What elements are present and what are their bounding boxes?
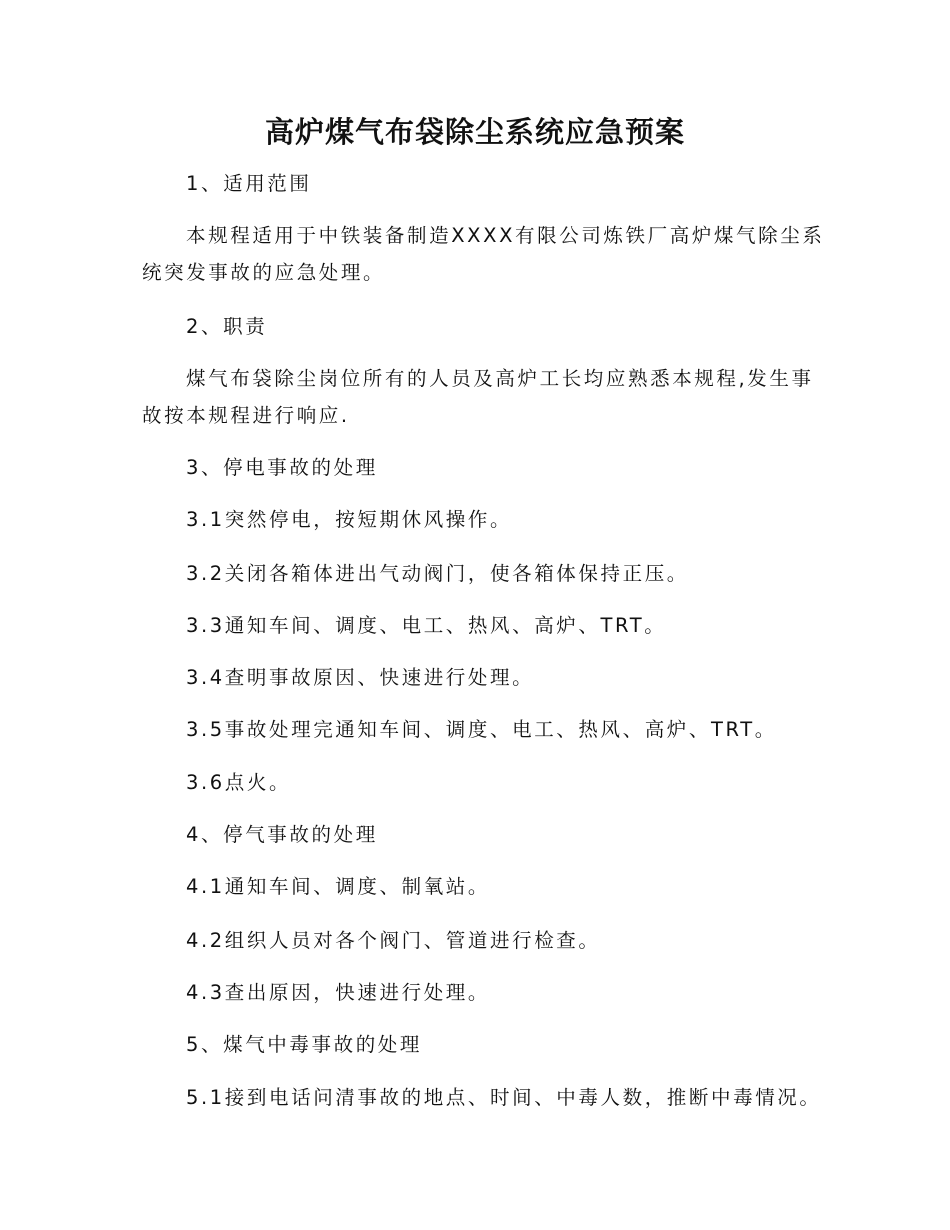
paragraph-line: 煤气布袋除尘岗位所有的人员及高炉工长均应熟悉本规程,发生事: [186, 367, 814, 390]
section-heading-1: 1、适用范围: [186, 172, 312, 195]
list-item: 5.1接到电话问清事故的地点、时间、中毒人数，推断中毒情况。: [186, 1086, 822, 1109]
list-item: 3.3通知车间、调度、电工、热风、高炉、TRT。: [186, 614, 667, 637]
section-heading-3: 3、停电事故的处理: [186, 456, 378, 479]
list-item: 4.1通知车间、调度、制氧站。: [186, 875, 491, 898]
document-title: 高炉煤气布袋除尘系统应急预案: [264, 115, 685, 149]
paragraph-line: 统突发事故的应急处理。: [142, 261, 386, 284]
list-item: 3.5事故处理完通知车间、调度、电工、热风、高炉、TRT。: [186, 718, 777, 741]
list-item: 4.2组织人员对各个阀门、管道进行检查。: [186, 929, 601, 952]
section-heading-4: 4、停气事故的处理: [186, 823, 378, 846]
section-heading-2: 2、职责: [186, 315, 268, 338]
list-item: 3.2关闭各箱体进出气动阀门，使各箱体保持正压。: [186, 562, 689, 585]
list-item: 3.6点火。: [186, 771, 292, 794]
section-heading-5: 5、煤气中毒事故的处理: [186, 1033, 423, 1056]
paragraph-line: 本规程适用于中铁装备制造XXXX有限公司炼铁厂高炉煤气除尘系: [186, 224, 825, 247]
paragraph-line: 故按本规程进行响应.: [142, 404, 350, 427]
list-item: 3.4查明事故原因、快速进行处理。: [186, 666, 535, 689]
list-item: 3.1突然停电，按短期休风操作。: [186, 508, 513, 531]
list-item: 4.3查出原因，快速进行处理。: [186, 981, 491, 1004]
